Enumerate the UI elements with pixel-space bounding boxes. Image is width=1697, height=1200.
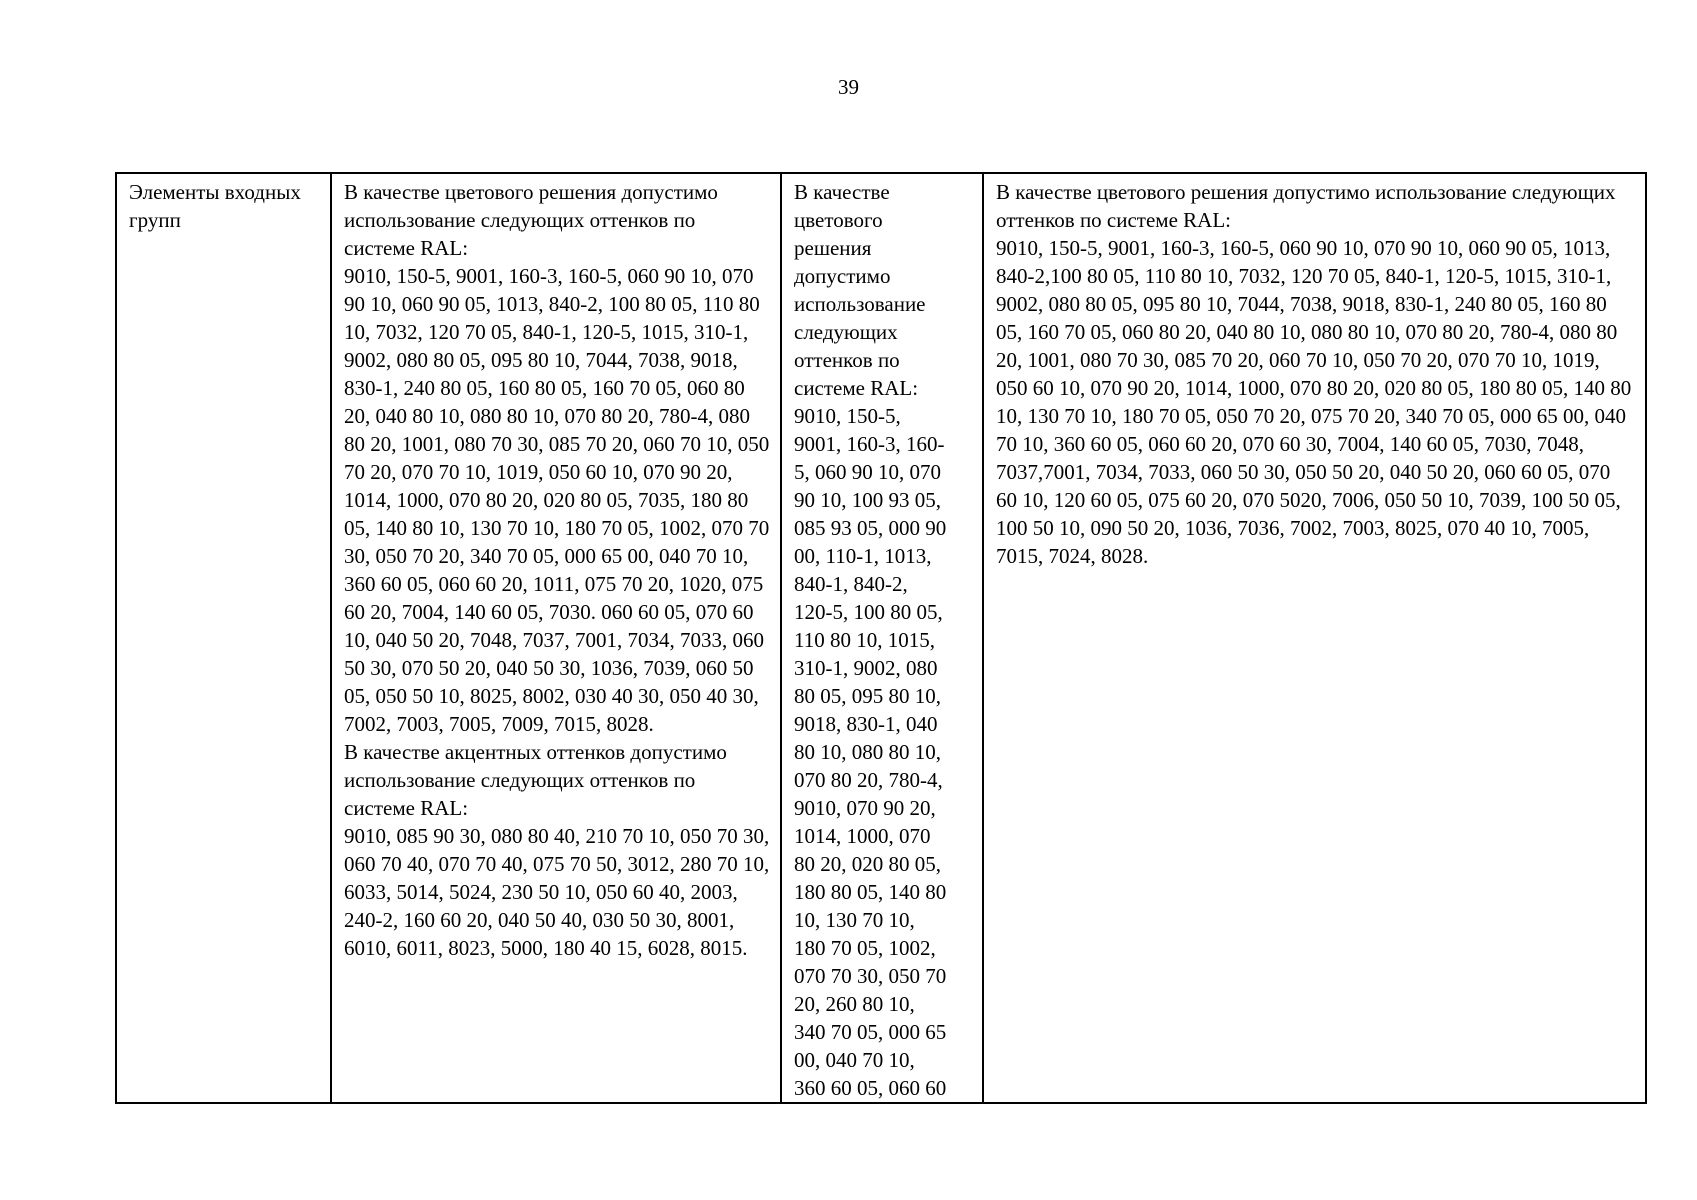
color-solution-cell-secondary — [781, 173, 983, 1103]
tertiary-codes-text: 9010, 150-5, 9001, 160-3, 160-5, 060 90 10, 070 90 10, 060 90 05, 1013, 840-2,100 80 05, 110 80 10, 7032, 120 70 05, 840-1, 120-5, 1015, 310-1, 9002, 080 80 05, 095 80 10, 7044, 7038, 9018, 830-1, 240 80 05, 160 80 05, 160 70 05, 060 80 20, 040 80 10, 080 80 10, 070 80 20, 780-4, 080 80 20, 1001, 080 70 30, 085 70 20, 060 70 10, 050 70 20, 070 70 10, 1019, 050 60 10, 070 90 20, 1014, 1000, 070 80 20, 020 80 05, 180 80 05, 140 80 10, 130 70 10, 180 70 05, 050 70 20, 075 70 20, 340 70 05, 000 65 00, 040 70 10, 360 60 05, 060 60 20, 070 60 30, 7004, 140 60 05, 7030, 7048, 7037,7001, 7034, 7033, 060 50 30, 050 50 20, 040 50 20, 060 60 05, 070 60 10, 120 60 05, 075 60 20, 070 5020, 7006, 050 50 10, 7039, 100 50 05, 100 50 10, 090 50 20, 1036, 7036, 7002, 7003, 8025, 070 40 10, 7005, 7015, 7024, 8028. — [996, 236, 1632, 568]
color-codes-text: 9010, 150-5, 9001, 160-3, 160-5, 060 90 10, 070 90 10, 060 90 05, 1013, 840-2, 100 80 05, 110 80 10, 7032, 120 70 05, 840-1, 120-5, 1015, 310-1, 9002, 080 80 05, 095 80 10, 7044, 7038, 9018, 830-1, 240 80 05, 160 80 05, 160 70 05, 060 80 20, 040 80 10, 080 80 10, 070 80 20, 780-4, 080 80 20, 1001, 080 70 30, 085 70 20, 060 70 10, 050 70 20, 070 70 10, 1019, 050 60 10, 070 90 20, 1014, 1000, 070 80 20, 020 80 05, 7035, 180 80 05, 140 80 10, 130 70 10, 180 70 05, 1002, 070 70 30, 050 70 20, 340 70 05, 000 65 00, 040 70 10, 360 60 05, 060 60 20, 1011, 075 70 20, 1020, 075 60 20, 7004, 140 60 05, 7030. 060 60 05, 070 60 10, 040 50 20, 7048, 7037, 7001, 7034, 7033, 060 50 30, 070 50 20, 040 50 30, 1036, 7039, 060 50 05, 050 50 10, 8025, 8002, 030 40 30, 050 40 30, 7002, 7003, 7005, 7009, 7015, 8028. — [344, 264, 770, 736]
accent-intro-text: В качестве акцентных оттенков допустимо использование следующих оттенков по системе RAL: — [344, 740, 727, 820]
page-number: 39 — [838, 75, 859, 99]
ral-color-table — [115, 172, 1647, 1104]
color-intro-text: В качестве цветового решения допустимо использование следующих оттенков по системе RAL: — [344, 180, 718, 260]
color-solution-cell-tertiary — [983, 173, 1646, 1103]
secondary-color-text: В качестве цветового решения допустимо использование следующих оттенков по системе RAL: 9010, 150-5, 9001, 160-3, 160- 5, 060 90 10, 070 90 10, 100 93 05, 085 93 05, 000 90 00, 110-1, 1013, 840-1, 840-2, 120-5, 100 80 05, 110 80 10, 1015, 310-1, 9002, 080 80 05, 095 80 10, 9018, 830-1, 040 80 10, 080 80 10, 070 80 20, 780-4, 9010, 070 90 20, 1014, 1000, 070 80 20, 020 80 05, 180 80 05, 140 80 10, 130 70 10, 180 70 05, 1002, 070 70 30, 050 70 20, 260 80 10, 340 70 05, 000 65 00, 040 70 10, 360 60 05, 060 60 — [794, 180, 947, 1100]
table-row — [116, 173, 1646, 1103]
accent-codes-text: 9010, 085 90 30, 080 80 40, 210 70 10, 050 70 30, 060 70 40, 070 70 40, 075 70 50, 3012, 280 70 10, 6033, 5014, 5024, 230 50 10, 050 60 40, 2003, 240-2, 160 60 20, 040 50 40, 030 50 30, 8001, 6010, 6011, 8023, 5000, 180 40 15, 6028, 8015. — [344, 824, 770, 960]
element-cell — [116, 173, 331, 1103]
color-solution-cell-primary — [331, 173, 781, 1103]
element-label: Элементы входных групп — [129, 180, 301, 232]
tertiary-intro-text: В качестве цветового решения допустимо использование следующих оттенков по системе RAL: — [996, 180, 1616, 232]
